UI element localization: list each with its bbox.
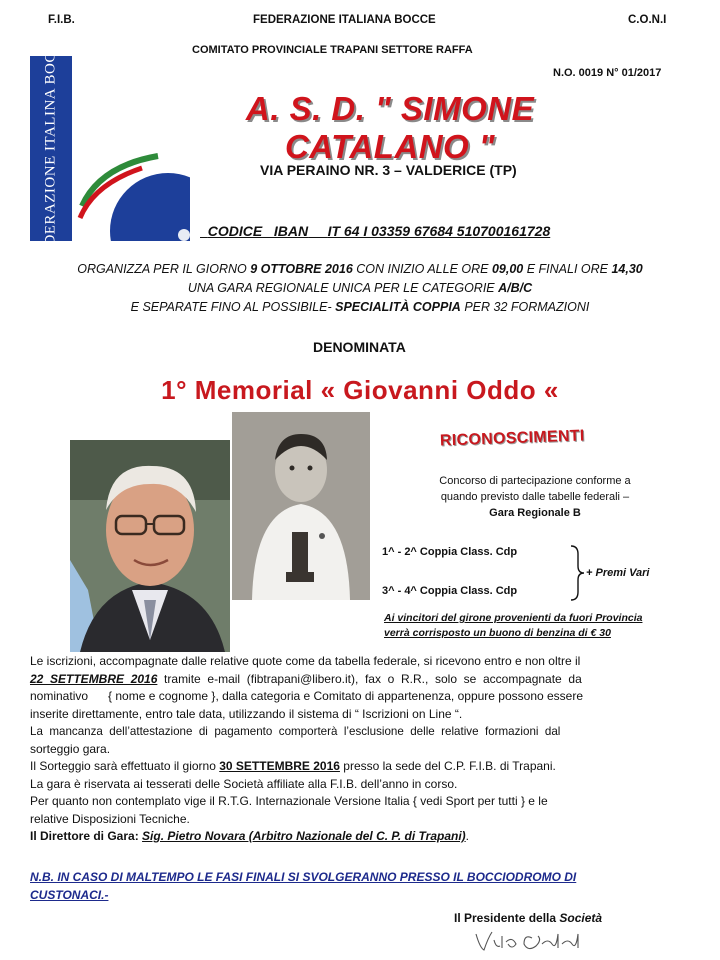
club-name: A. S. D. " SIMONE CATALANO " [245,90,535,165]
portrait-photo [70,440,230,652]
header-federation: FEDERAZIONE ITALIANA BOCCE [253,14,436,26]
premi-vari: + Premi Vari [586,567,650,579]
document-ref: N.O. 0019 N° 01/2017 [553,67,662,79]
prize-3-4: 3^ - 4^ Coppia Class. Cdp [382,585,518,597]
brace-icon [568,544,586,602]
awards-title: RICONOSCIMENTI [439,427,585,450]
director-name: Sig. Pietro Novara (Arbitro Nazionale del C. P. di Trapani) [142,829,466,843]
prize-1-2: 1^ - 2^ Coppia Class. Cdp [382,546,518,558]
vintage-photo [232,412,370,600]
director-label: Il Direttore di Gara: [30,829,139,843]
intro-text: ORGANIZZA PER IL GIORNO 9 OTTOBRE 2016 CON INIZIO ALLE ORE 09,00 E FINALI ORE 14,30 UNA GARA REGIONALE UNICA PER LE CATEGORIE A/B/C E SEPARATE FINO AL POSSIBILE- SPECIALITÀ COPPIA PER 32 FORMAZIONI [77,262,643,314]
signature-label: Il Presidente della Società [454,911,603,925]
body-text: Le iscrizioni, accompagnate dalle relative quote come da tabella federale, si ricevono entro e non oltre il 22 SETTEMBRE 2016 tramite e-mail (fibtrapani@libero.it), fax o R.R., solo se accompagnate da nominativo { nome e cognome }, dalla categoria e Comitato di appartenenza, oppure possono essere inserite direttamente, entro tale data, utilizzando il sistema di “ Iscrizioni on Line “. La mancanza dell’attestazione di pagamento comporterà l’esclusione delle relative formazioni dal sorteggio gara. Il Sorteggio sarà effettuato il giorno 30 SETTEMBRE 2016 presso la sede del C.P. F.I.B. di Trapani. La gara è riservata ai tesserati delle Società affiliate alla F.I.B. dell’anno in corso. Per quanto non contemplato vige il R.T.G. Internazionale Versione Italia { vedi Sport per tutti } e le relative Disposizioni Tecniche. Il Direttore di Gara: Sig. Pietro Novara (Arbitro Nazionale del C. P. di Trapani). [30,654,584,843]
iban-line: CODICE IBAN IT 64 I 03359 67684 510700161728 [207,223,551,239]
club-address: VIA PERAINO NR. 3 – VALDERICE (TP) [260,162,517,178]
awards-description: Concorso di partecipazione conforme a quando previsto dalle tabelle federali – Gara Regionale B [439,475,631,519]
signature-scribble [472,926,582,956]
header-coni: C.O.N.I [628,14,667,26]
weather-note: N.B. IN CASO DI MALTEMPO LE FASI FINALI SI SVOLGERANNO PRESSO IL BOCCIODROMO DI CUSTONACI.- [30,870,577,902]
committee-line: COMITATO PROVINCIALE TRAPANI SETTORE RAFFA [192,44,473,56]
header-fib: F.I.B. [48,14,75,26]
denominata: DENOMINATA [313,339,406,355]
logo-text: FEDERAZIONE ITALINA BOCCE [42,31,59,265]
fuel-voucher-note: Ai vincitori del girone provenienti da fuori Provincia verrà corrisposto un buono di benzina di € 30 [384,612,643,639]
iban-value: IT 64 I 03359 67684 510700161728 [327,223,551,239]
memorial-title: 1° Memorial « Giovanni Oddo « [161,375,559,405]
